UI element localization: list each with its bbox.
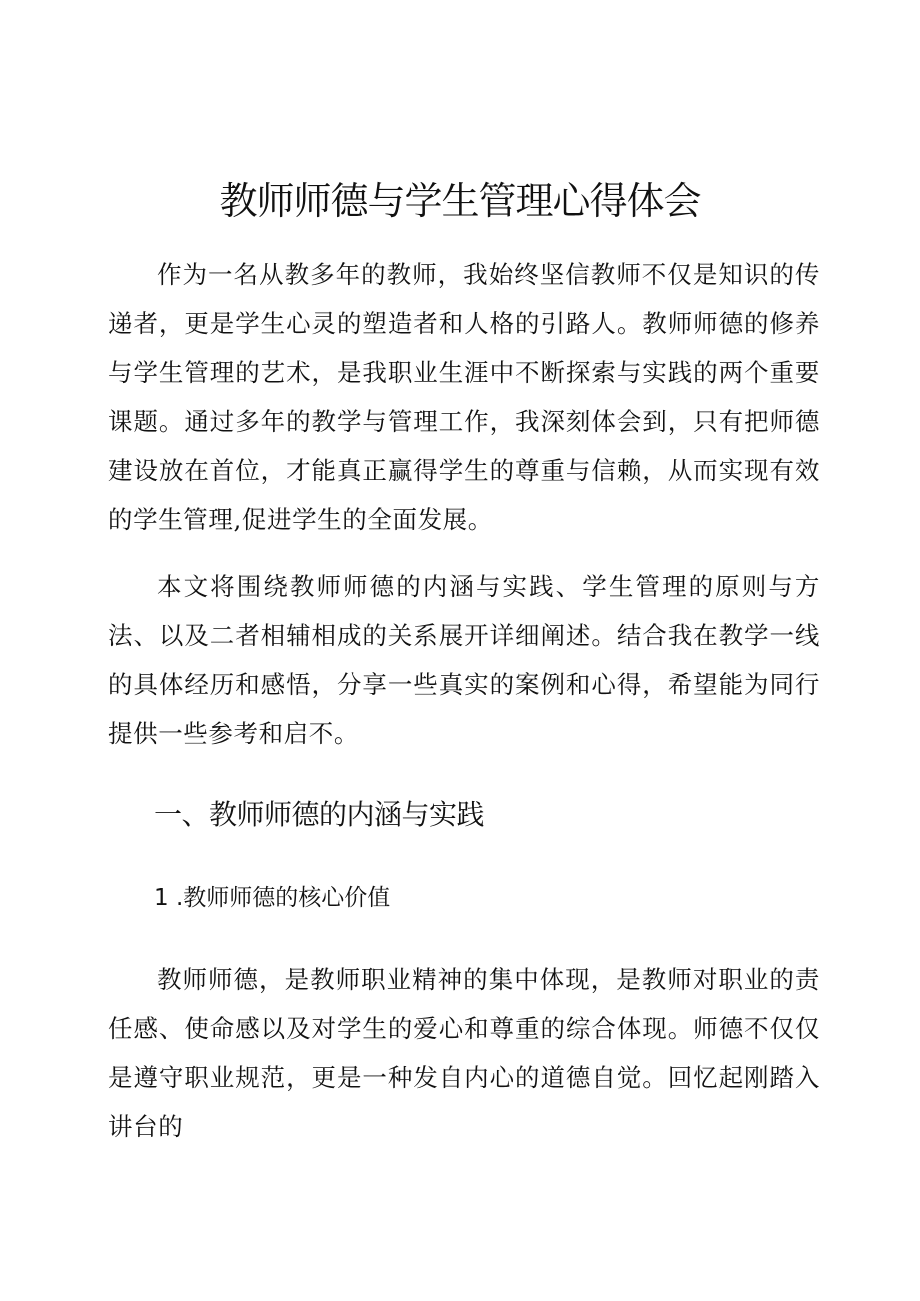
section-paragraph: 教师师德，是教师职业精神的集中体现，是教师对职业的责任感、使命感以及对学生的爱心和尊重的综合体现。师德不仅仅是遵守职业规范，更是一种发自内心的道德自觉。回忆起刚踏入讲台的 <box>108 965 820 1141</box>
section-heading: 一、教师师德的内涵与实践 <box>154 798 485 831</box>
intro-paragraph: 作为一名从教多年的教师，我始终坚信教师不仅是知识的传递者，更是学生心灵的塑造者和人格的引路人。教师师德的修养与学生管理的艺术，是我职业生涯中不断探索与实践的两个重要课题。通过多年的教学与管理工作，我深刻体会到，只有把师德建设放在首位，才能真正赢得学生的尊重与信赖，从而实现有效的学生管理,促进学生的全面发展。 <box>108 260 820 534</box>
overview-paragraph: 本文将围绕教师师德的内涵与实践、学生管理的原则与方法、以及二者相辅相成的关系展开详细阐述。结合我在教学一线的具体经历和感悟，分享一些真实的案例和心得，希望能为同行提供一些参考和启不。 <box>108 572 820 748</box>
document-title: 教师师德与学生管理心得体会 <box>219 179 701 223</box>
subsection-heading: 1 .教师师德的核心价值 <box>154 885 391 911</box>
